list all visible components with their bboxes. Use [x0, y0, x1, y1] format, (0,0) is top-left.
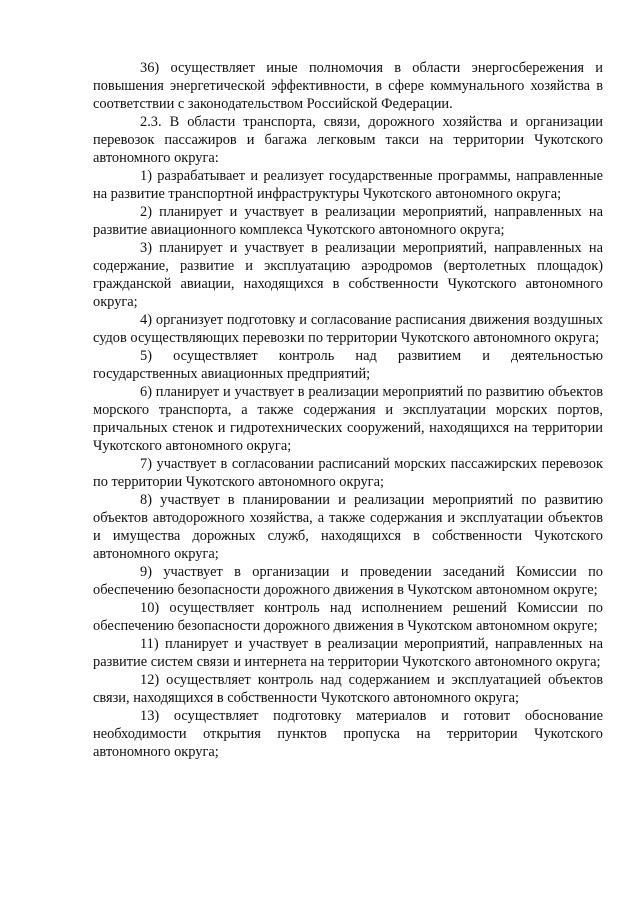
paragraph-item-12: 12) осуществляет контроль над содержанием и эксплуатацией объектов связи, находящихся в собственности Чукотского автономного округа;: [93, 672, 603, 706]
paragraph-item-4: 4) организует подготовку и согласование расписания движения воздушных судов осуществляющих перевозки по территории Чукотского автономного округа;: [93, 312, 603, 346]
paragraph-item-1: 1) разрабатывает и реализует государственные программы, направленные на развитие транспортной инфраструктуры Чукотского автономного округа;: [93, 168, 603, 202]
paragraph-item-9: 9) участвует в организации и проведении заседаний Комиссии по обеспечению безопасности дорожного движения в Чукотском автономном округе;: [93, 564, 603, 598]
paragraph-item-11: 11) планирует и участвует в реализации мероприятий, направленных на развитие систем связи и интернета на территории Чукотского автономного округа;: [93, 636, 603, 670]
paragraph-item-8: 8) участвует в планировании и реализации мероприятий по развитию объектов автодорожного хозяйства, а также содержания и эксплуатации объектов и имущества дорожных служб, находящихся в собственности Чукотского автономного округа;: [93, 492, 603, 562]
paragraph-item-2: 2) планирует и участвует в реализации мероприятий, направленных на развитие авиационного комплекса Чукотского автономного округа;: [93, 204, 603, 238]
paragraph-item-13: 13) осуществляет подготовку материалов и готовит обоснование необходимости открытия пунктов пропуска на территории Чукотского автономного округа;: [93, 708, 603, 760]
paragraph-item-10: 10) осуществляет контроль над исполнением решений Комиссии по обеспечению безопасности дорожного движения в Чукотском автономном округе;: [93, 600, 603, 634]
document-body: [93, 59, 603, 761]
paragraph-item-7: 7) участвует в согласовании расписаний морских пассажирских перевозок по территории Чукотского автономного округа;: [93, 456, 603, 490]
paragraph-item-6: 6) планирует и участвует в реализации мероприятий по развитию объектов морского транспорта, а также содержания и эксплуатации морских портов, причальных стенок и гидротехнических сооружений, находящихся на территории Чукотского автономного округа;: [93, 384, 603, 454]
paragraph-item-5: 5) осуществляет контроль над развитием и деятельностью государственных авиационных предприятий;: [93, 348, 603, 382]
paragraph-item-3: 3) планирует и участвует в реализации мероприятий, направленных на содержание, развитие и эксплуатацию аэродромов (вертолетных площадок) гражданской авиации, находящихся в собственности Чукотского автономного округа;: [93, 240, 603, 310]
section-heading-2-3: 2.3. В области транспорта, связи, дорожного хозяйства и организации перевозок пассажиров и багажа легковым такси на территории Чукотского автономного округа:: [93, 114, 603, 166]
paragraph-item-36: 36) осуществляет иные полномочия в области энергосбережения и повышения энергетической эффективности, в сфере коммунального хозяйства в соответствии с законодательством Российской Федерации.: [93, 60, 603, 112]
